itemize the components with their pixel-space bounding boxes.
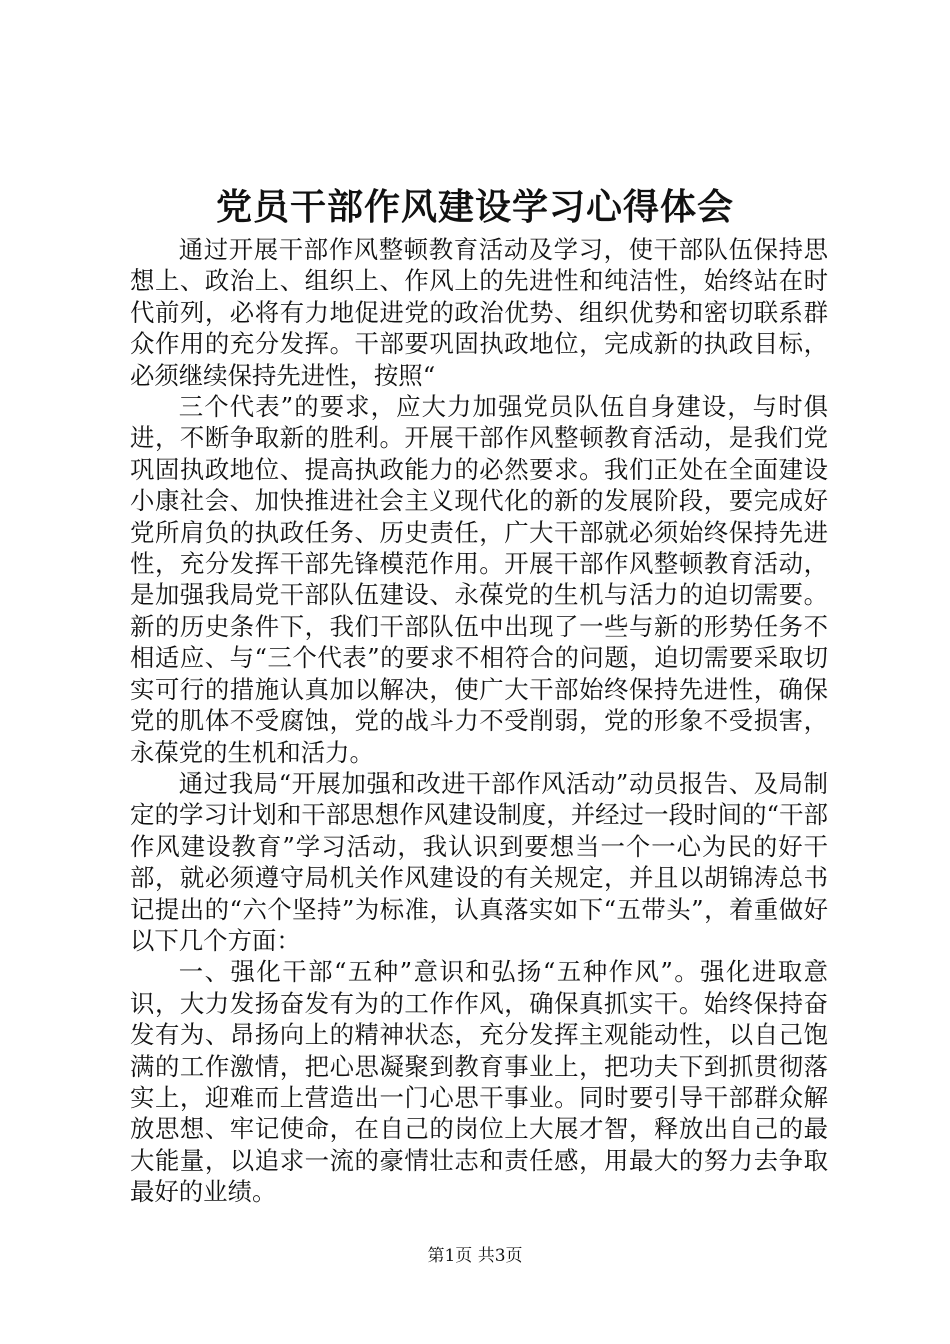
document-body — [130, 234, 828, 1208]
document-title: 党员干部作风建设学习心得体会 — [215, 187, 734, 228]
paragraph-4: 一、强化干部“五种”意识和弘扬“五种作风”。强化进取意识，大力发扬奋发有为的工作作风，确保真抓实干。始终保持奋发有为、昂扬向上的精神状态，充分发挥主观能动性，以自己饱满的工作激情，把心思凝聚到教育事业上，把功夫下到抓贯彻落实上，迎难而上营造出一门心思干事业。同时要引导干部群众解放思想、牢记使命，在自己的岗位上大展才智，释放出自己的最大能量，以追求一流的豪情壮志和责任感，用最大的努力去争取最好的业绩。 — [130, 957, 828, 1207]
paragraph-3: 通过我局“开展加强和改进干部作风活动”动员报告、及局制定的学习计划和干部思想作风建设制度，并经过一段时间的“干部作风建设教育”学习活动，我认识到要想当一个一心为民的好干部，就必须遵守局机关作风建设的有关规定，并且以胡锦涛总书记提出的“六个坚持”为标准，认真落实如下“五带头”，着重做好以下几个方面： — [130, 768, 828, 955]
page-indicator: 第1页 共3页 — [427, 1246, 523, 1266]
paragraph-2: 三个代表”的要求，应大力加强党员队伍自身建设，与时俱进，不断争取新的胜利。开展干部作风整顿教育活动，是我们党巩固执政地位、提高执政能力的必然要求。我们正处在全面建设小康社会、加快推进社会主义现代化的新的发展阶段，要完成好党所肩负的执政任务、历史责任，广大干部就必须始终保持先进性，充分发挥干部先锋模范作用。开展干部作风整顿教育活动，是加强我局党干部队伍建设、永葆党的生机与活力的迫切需要。新的历史条件下，我们干部队伍中出现了一些与新的形势任务不相适应、与“三个代表”的要求不相符合的问题，迫切需要采取切实可行的措施认真加以解决，使广大干部始终保持先进性，确保党的肌体不受腐蚀，党的战斗力不受削弱，党的形象不受损害，永葆党的生机和活力。 — [130, 392, 828, 767]
paragraph-1: 通过开展干部作风整顿教育活动及学习，使干部队伍保持思想上、政治上、组织上、作风上的先进性和纯洁性，始终站在时代前列，必将有力地促进党的政治优势、组织优势和密切联系群众作用的充分发挥。干部要巩固执政地位，完成新的执政目标，必须继续保持先进性，按照“ — [130, 235, 828, 390]
